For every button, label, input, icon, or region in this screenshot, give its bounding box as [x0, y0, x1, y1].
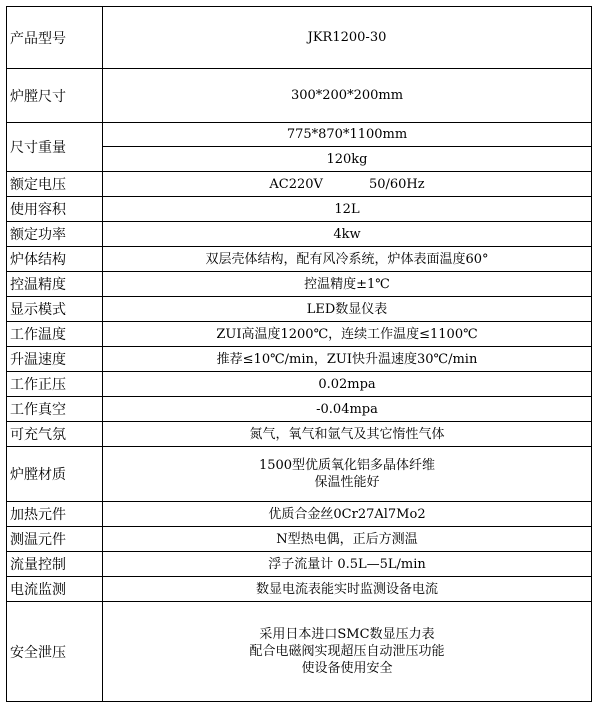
- table-row: [7, 247, 592, 272]
- spec-label: 测温元件: [7, 527, 103, 552]
- table-row: [7, 7, 592, 69]
- table-row: [7, 552, 592, 577]
- spec-value: 采用日本进口SMC数显压力表 配合电磁阀实现超压自动泄压功能 使设备使用安全: [103, 602, 592, 702]
- spec-label: 加热元件: [7, 502, 103, 527]
- table-row: [7, 272, 592, 297]
- spec-label: 升温速度: [7, 347, 103, 372]
- spec-label: 额定功率: [7, 222, 103, 247]
- spec-label: 工作正压: [7, 372, 103, 397]
- spec-value: JKR1200-30: [103, 7, 592, 69]
- spec-label: 产品型号: [7, 7, 103, 69]
- spec-value: 双层壳体结构，配有风冷系统，炉体表面温度60°: [103, 247, 592, 272]
- table-row: [7, 447, 592, 502]
- table-row: [7, 197, 592, 222]
- spec-label: 使用容积: [7, 197, 103, 222]
- table-row: [7, 123, 592, 147]
- spec-label: 可充气氛: [7, 422, 103, 447]
- spec-value: 优质合金丝0Cr27Al7Mo2: [103, 502, 592, 527]
- spec-value: 氮气，氧气和氩气及其它惰性气体: [103, 422, 592, 447]
- spec-value: 120kg: [103, 147, 592, 172]
- spec-value: -0.04mpa: [103, 397, 592, 422]
- spec-value: 浮子流量计 0.5L—5L/min: [103, 552, 592, 577]
- spec-value: 1500型优质氧化铝多晶体纤维 保温性能好: [103, 447, 592, 502]
- spec-value: 控温精度±1℃: [103, 272, 592, 297]
- spec-value: 推荐≤10℃/min，ZUI快升温速度30℃/min: [103, 347, 592, 372]
- spec-label: 显示模式: [7, 297, 103, 322]
- spec-label: 额定电压: [7, 172, 103, 197]
- table-row: [7, 502, 592, 527]
- spec-value: 12L: [103, 197, 592, 222]
- table-row: [7, 172, 592, 197]
- spec-label: 工作温度: [7, 322, 103, 347]
- spec-label: 炉膛材质: [7, 447, 103, 502]
- spec-label: 尺寸重量: [7, 123, 103, 172]
- spec-value: LED数显仪表: [103, 297, 592, 322]
- spec-label: 炉体结构: [7, 247, 103, 272]
- table-row: [7, 602, 592, 702]
- table-row: [7, 422, 592, 447]
- spec-value: 0.02mpa: [103, 372, 592, 397]
- spec-label: 流量控制: [7, 552, 103, 577]
- spec-label: 电流监测: [7, 577, 103, 602]
- spec-label: 工作真空: [7, 397, 103, 422]
- spec-value: N型热电偶，正后方测温: [103, 527, 592, 552]
- spec-label: 炉膛尺寸: [7, 69, 103, 123]
- spec-value: 数显电流表能实时监测设备电流: [103, 577, 592, 602]
- spec-table: [6, 6, 592, 702]
- table-row: [7, 222, 592, 247]
- table-row: [7, 372, 592, 397]
- spec-value: 775*870*1100mm: [103, 123, 592, 147]
- spec-label: 控温精度: [7, 272, 103, 297]
- table-row: [7, 577, 592, 602]
- spec-value: 4kw: [103, 222, 592, 247]
- table-row: [7, 397, 592, 422]
- spec-value: 300*200*200mm: [103, 69, 592, 123]
- table-row: [7, 297, 592, 322]
- table-row: [7, 69, 592, 123]
- spec-label: 安全泄压: [7, 602, 103, 702]
- table-row: [7, 527, 592, 552]
- table-row: [7, 322, 592, 347]
- spec-value: ZUI高温度1200℃，连续工作温度≤1100℃: [103, 322, 592, 347]
- spec-value: AC220V 50/60Hz: [103, 172, 592, 197]
- table-row: [7, 347, 592, 372]
